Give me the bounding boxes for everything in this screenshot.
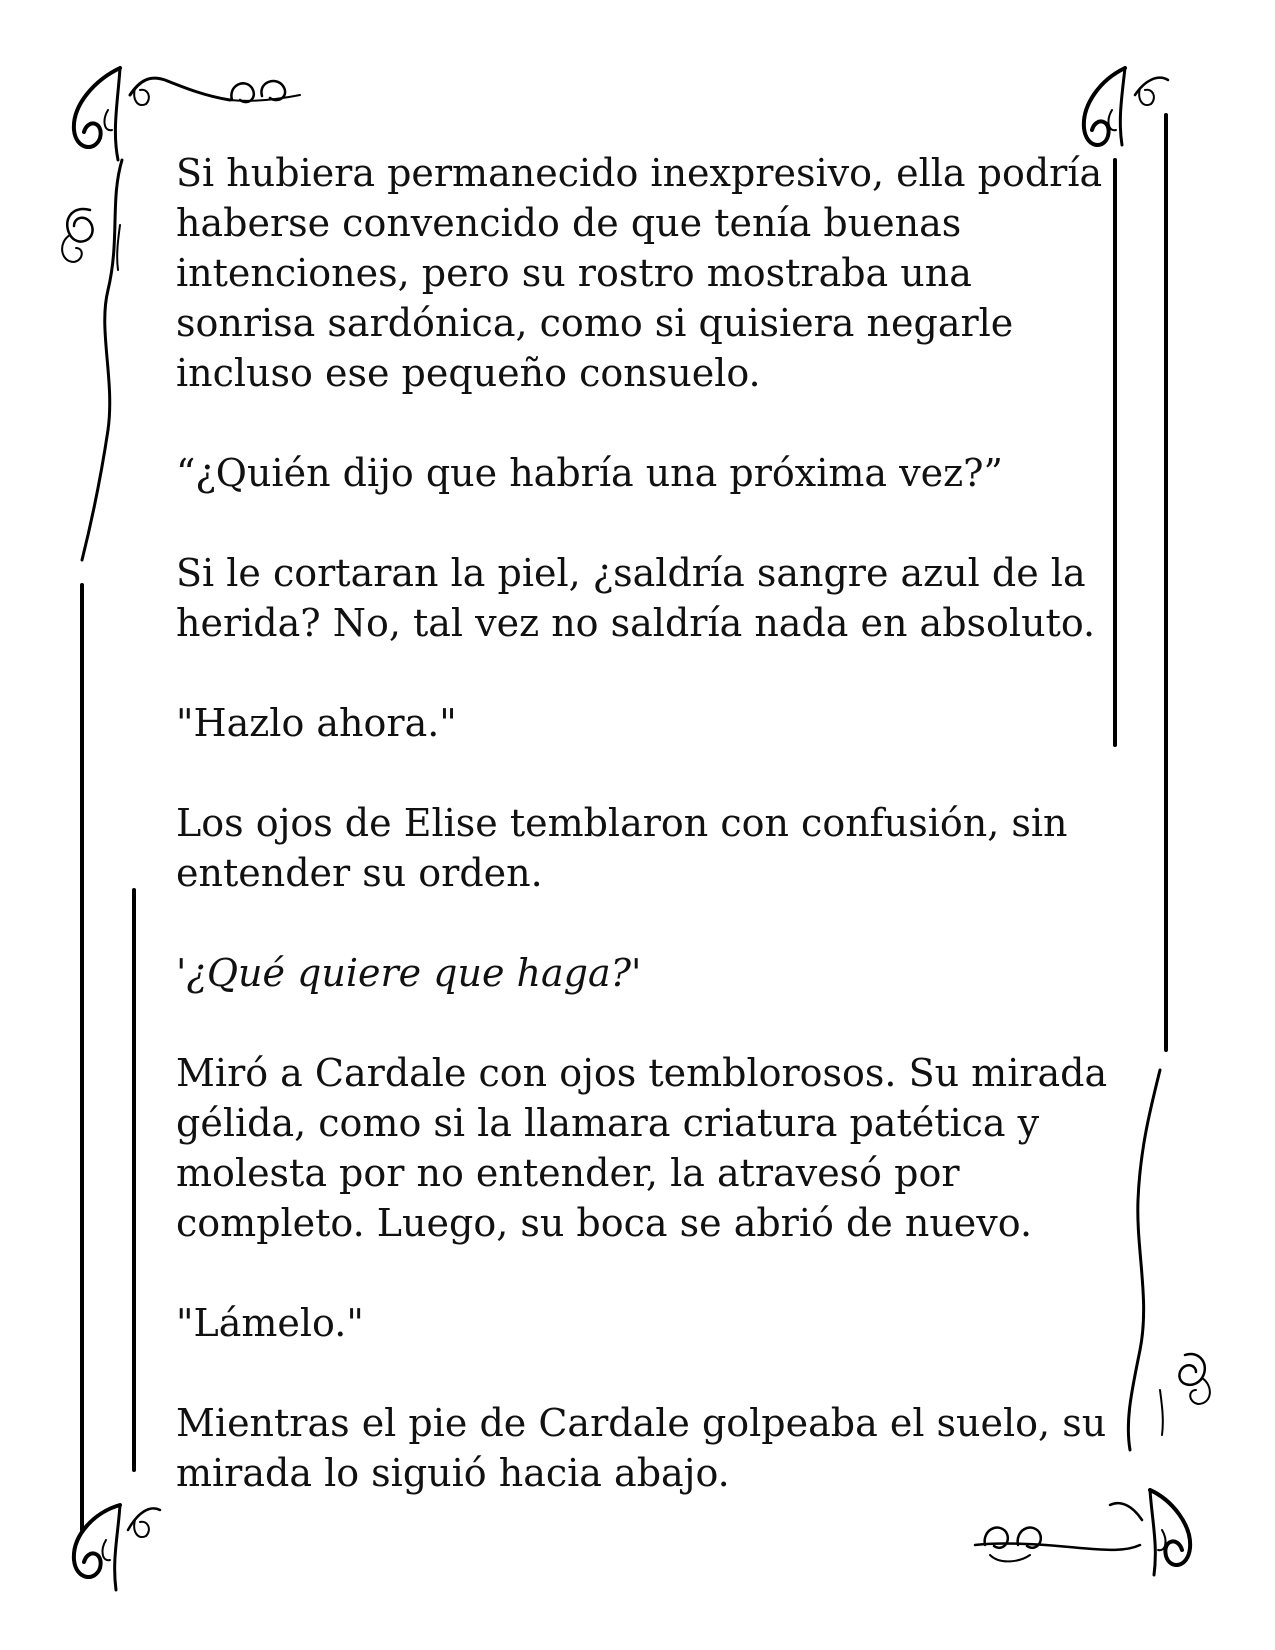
paragraph-4: "Hazlo ahora." bbox=[176, 701, 457, 745]
paragraph-3: Si le cortaran la piel, ¿saldría sangre azul de la herida? No, tal vez no saldría nada en absoluto. bbox=[176, 551, 1096, 645]
paragraph-5: Los ojos de Elise temblaron con confusión, sin entender su orden. bbox=[176, 801, 1068, 895]
paragraph-6-thought: '¿Qué quiere que haga?' bbox=[176, 951, 642, 995]
story-text bbox=[176, 148, 1116, 1548]
paragraph-9: Mientras el pie de Cardale golpeaba el suelo, su mirada lo siguió hacia abajo. bbox=[176, 1401, 1107, 1495]
paragraph-2: “¿Quién dijo que habría una próxima vez?” bbox=[176, 451, 1003, 495]
top-right-flourish-icon bbox=[1084, 68, 1168, 145]
paragraph-7: Miró a Cardale con ojos temblorosos. Su mirada gélida, como si la llamara criatura patética y molesta por no entender, la atravesó por completo. Luego, su boca se abrió de nuevo. bbox=[176, 1051, 1108, 1245]
paragraph-8: "Lámelo." bbox=[176, 1301, 364, 1345]
paragraph-1: Si hubiera permanecido inexpresivo, ella podría haberse convencido de que tenía buenas intenciones, pero su rostro mostraba una sonrisa sardónica, como si quisiera negarle incluso ese pequeño consuelo. bbox=[176, 151, 1103, 395]
bottom-left-flourish-icon bbox=[74, 1505, 160, 1590]
